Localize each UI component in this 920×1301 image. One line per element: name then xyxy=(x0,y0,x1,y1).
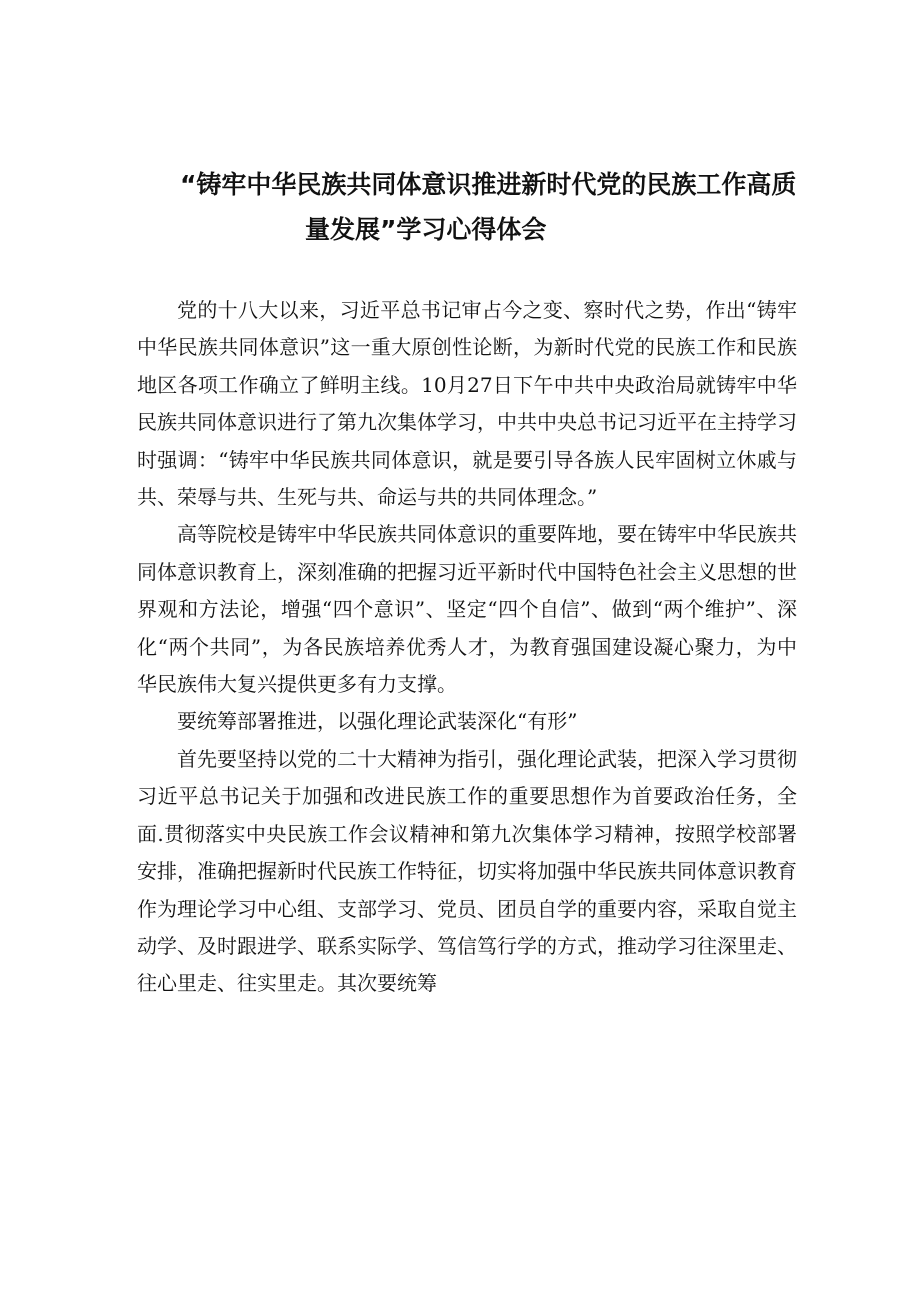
document-title xyxy=(130,162,810,252)
title-line-1: “铸牢中华民族共同体意识推进新时代党的民族工作高质 xyxy=(180,170,797,199)
body-paragraph: 首先要坚持以党的二十大精神为指引，强化理论武装，把深入学习贯彻习近平总书记关于加强和改进民族工作的重要思想作为首要政治任务，全面.贯彻落实中央民族工作会议精神和第九次集体学习精神，按照学校部署安排，准确把握新时代民族工作特征，切实将加强中华民族共同体意识教育作为理论学习中心组、支部学习、党员、团员自学的重要内容，采取自觉主动学、及时跟进学、联系实际学、笃信笃行学的方式，推动学习往深里走、往心里走、往实里走。其次要统筹 xyxy=(137,746,797,996)
body-paragraph: 党的十八大以来，习近平总书记审占今之变、察时代之势，作出“铸牢中华民族共同体意识”这一重大原创性论断，为新时代党的民族工作和民族地区各项工作确立了鲜明主线。10月27日下午中共中央政治局就铸牢中华民族共同体意识进行了第九次集体学习，中共中央总书记习近平在主持学习时强调：“铸牢中华民族共同体意识，就是要引导各族人民牢固树立休戚与共、荣辱与共、生死与共、命运与共的共同体理念。” xyxy=(137,298,797,510)
document-body xyxy=(137,292,797,1003)
section-heading: 要统筹部署推进，以强化理论武装深化“有形” xyxy=(177,709,578,734)
body-paragraph: 高等院校是铸牢中华民族共同体意识的重要阵地，要在铸牢中华民族共同体意识教育上，深刻准确的把握习近平新时代中国特色社会主义思想的世界观和方法论，增强“四个意识”、坚定“四个自信”、做到“两个维护”、深化“两个共同”，为各民族培养优秀人才，为教育强国建设凝心聚力，为中华民族伟大复兴提供更多有力支撑。 xyxy=(137,522,797,697)
title-line-2: 量发展”学习心得体会 xyxy=(305,215,547,244)
